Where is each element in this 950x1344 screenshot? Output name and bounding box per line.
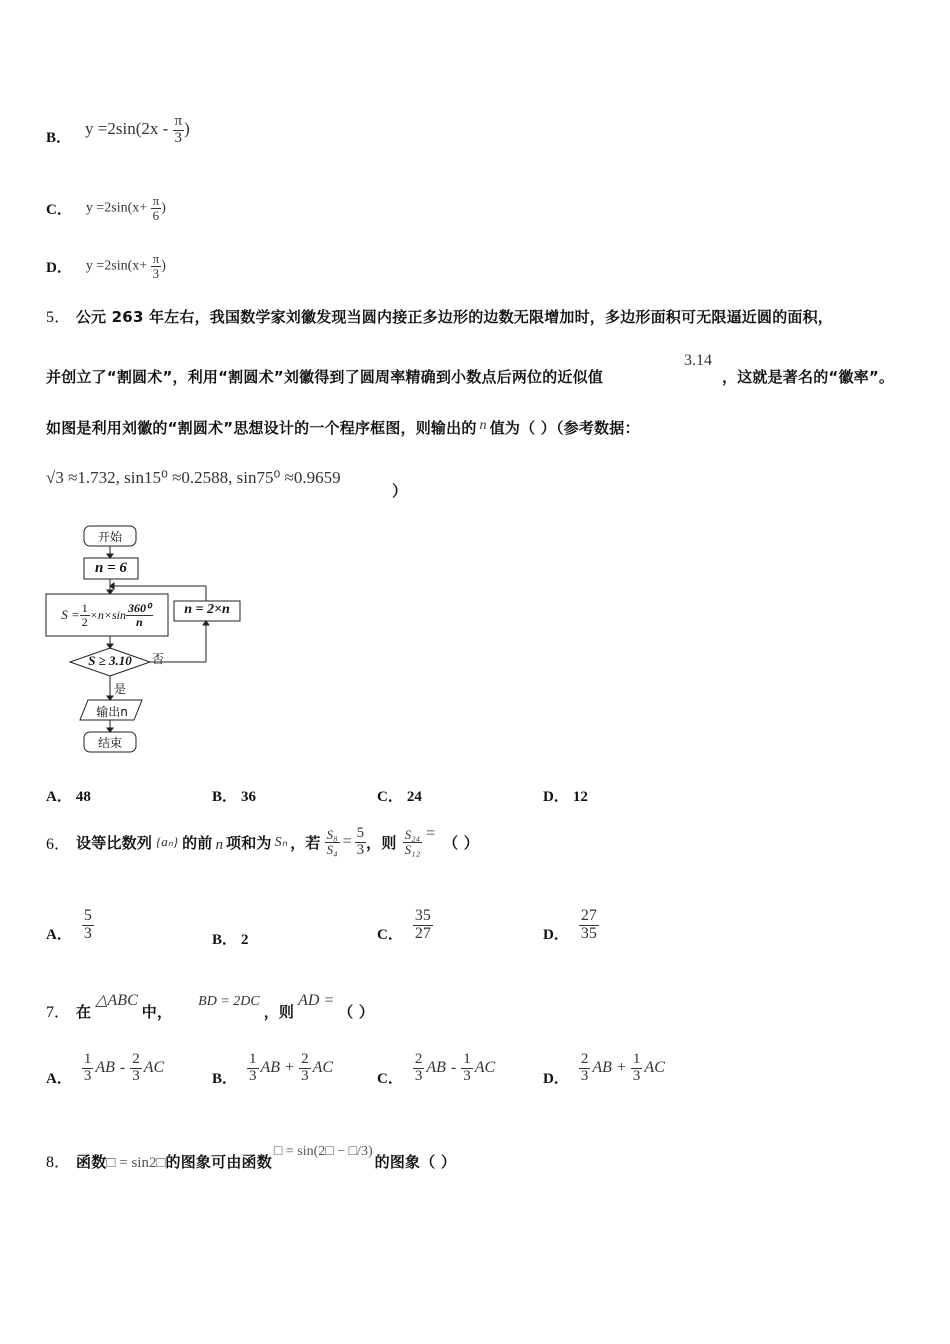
- q6-option-a: [46, 900, 94, 950]
- numerator: 27: [580, 906, 597, 924]
- vector-ac: AC: [474, 1059, 496, 1076]
- option-label: B．: [46, 129, 72, 146]
- flowchart-lines: [40, 520, 260, 760]
- formula: [86, 194, 166, 222]
- q5-option-b: [212, 785, 256, 806]
- triangle-abc: △ABC: [95, 992, 138, 1009]
- option-fraction: [579, 908, 599, 943]
- reference-data: √3 ≈1.732, sin15⁰ ≈0.2588, sin75⁰ ≈0.9659: [46, 468, 341, 487]
- equals-sign: =: [342, 833, 352, 850]
- formula-suffix: ): [184, 118, 190, 138]
- numerator: π: [152, 192, 160, 208]
- formula-prefix: y =2sin(2x -: [85, 118, 169, 138]
- operator: -: [450, 1059, 457, 1076]
- formula-suffix: ): [161, 258, 166, 274]
- flow-output-text: 输出n: [96, 705, 128, 719]
- q8-stem: [46, 1136, 456, 1172]
- function-1: □ = sin2□: [106, 1155, 166, 1171]
- ratio-fraction: [325, 828, 340, 856]
- flow-cond-text: S ≥ 3.10: [88, 653, 132, 668]
- option-label: C．: [377, 926, 403, 943]
- flow-formula: [46, 594, 168, 636]
- coef-2: [130, 1052, 142, 1085]
- denominator: 3: [249, 1067, 257, 1084]
- flowchart: [40, 520, 260, 760]
- q5-option-a: [46, 785, 91, 806]
- question-text: 的图象可由函数: [165, 1153, 272, 1171]
- numerator: 1: [463, 1050, 471, 1067]
- option-value: 12: [572, 789, 588, 805]
- option-label: C．: [377, 789, 403, 805]
- pi-approx: 3.14: [684, 352, 712, 369]
- operator: +: [616, 1059, 626, 1076]
- option-label: D．: [543, 789, 569, 805]
- answer-blank: （ ）: [338, 1003, 375, 1021]
- q7-option-c: [377, 1044, 495, 1092]
- denominator: 3: [83, 1067, 92, 1084]
- denominator: 3: [414, 1067, 423, 1084]
- denominator: 3: [132, 1067, 140, 1084]
- question-text: 公元 263 年左右，我国数学家刘徽发现当圆内接正多边形的边数无限增加时，多边形面积可无限逼近圆的面积，: [75, 308, 834, 326]
- numerator: 1: [81, 600, 88, 615]
- numerator: 2: [132, 1050, 140, 1067]
- coef-1: [413, 1052, 425, 1085]
- option-fraction: [82, 908, 94, 943]
- numerator: 360⁰: [127, 600, 151, 615]
- question-number: 7．: [46, 1004, 71, 1021]
- q6-stem: [46, 816, 479, 868]
- q6-option-d: [543, 900, 599, 950]
- option-label: B．: [212, 932, 238, 948]
- numerator: π: [152, 250, 160, 266]
- numerator: 2: [414, 1050, 423, 1067]
- q7-option-d: [543, 1044, 665, 1092]
- question-text: ，则: [263, 1003, 295, 1021]
- numerator: 1: [632, 1050, 641, 1067]
- function-2: □ = sin(2□ − □/3): [273, 1144, 373, 1159]
- operator: +: [285, 1059, 295, 1076]
- denominator: 3: [356, 841, 365, 858]
- flow-end-text: 结束: [97, 736, 122, 750]
- vector-ac: AC: [312, 1059, 334, 1076]
- numerator: 35: [414, 906, 431, 924]
- q4-option-c: [46, 188, 166, 228]
- coef-1: [579, 1052, 591, 1085]
- option-label: A．: [46, 1070, 72, 1087]
- question-text: 项和为: [226, 833, 272, 852]
- formula: [85, 114, 190, 147]
- numerator: 2: [301, 1050, 309, 1067]
- coef-1: [82, 1052, 94, 1085]
- formula-suffix: ): [161, 200, 166, 216]
- q5-line2: [46, 366, 603, 387]
- flow-init-text: n = 6: [95, 560, 127, 576]
- option-value: 24: [406, 789, 422, 805]
- q5-line2-end: ，这就是著名的“徽率”。: [722, 368, 895, 386]
- question-text: 并创立了“割圆术”，利用“割圆术”刘徽得到了圆周率精确到小数点后两位的近似值: [46, 368, 604, 386]
- reference-close: ）: [392, 482, 408, 500]
- denominator: 6: [152, 207, 160, 223]
- numerator: 1: [249, 1050, 257, 1067]
- denominator: S₁₂: [404, 841, 421, 857]
- variable-n: n: [479, 418, 487, 433]
- formula: [86, 252, 166, 280]
- operator: -: [119, 1059, 126, 1076]
- question-text: 值为（ ）（参考数据：: [489, 419, 640, 437]
- equals-sign: =: [426, 825, 436, 842]
- coef-2: [299, 1052, 311, 1085]
- ask-ad: AD =: [298, 992, 335, 1009]
- question-text: 函数: [76, 1153, 107, 1171]
- option-label: B．: [212, 1070, 238, 1087]
- q4-option-b: [46, 108, 190, 152]
- q5-option-c: [377, 785, 422, 806]
- numerator: 5: [356, 824, 365, 841]
- ask-fraction: [403, 828, 423, 856]
- flow-update-text: n = 2×n: [184, 602, 230, 617]
- option-label: D．: [543, 926, 569, 943]
- numerator: 1: [83, 1050, 92, 1067]
- flow-no-label: 否: [152, 652, 165, 666]
- option-label: D．: [543, 1070, 569, 1087]
- question-number: 8．: [46, 1154, 71, 1171]
- option-label: C．: [377, 1070, 403, 1087]
- denominator: n: [136, 614, 143, 629]
- denominator: 3: [83, 924, 92, 942]
- formula-prefix: y =2sin(x+: [85, 200, 148, 216]
- sum-sn: Sₙ: [274, 834, 288, 850]
- question-text: ，若: [290, 833, 321, 852]
- option-fraction: [413, 908, 433, 943]
- option-label: A．: [46, 926, 72, 943]
- numerator: π: [174, 112, 183, 129]
- q4-option-d: [46, 246, 166, 286]
- fraction-angle: [126, 602, 153, 628]
- question-text: 的前: [182, 833, 213, 852]
- option-label: D．: [46, 259, 72, 276]
- variable-n: n: [215, 836, 224, 853]
- option-value: 48: [75, 789, 91, 805]
- numerator: S₂₄: [404, 826, 421, 842]
- q7-option-b: [212, 1044, 333, 1092]
- question-text: ，则: [366, 833, 397, 852]
- q6-option-c: [377, 900, 433, 950]
- option-label: C．: [46, 201, 72, 218]
- flow-start-text: 开始: [97, 530, 122, 544]
- fraction: [173, 114, 185, 147]
- question-text: 在: [76, 1003, 92, 1021]
- answer-blank: （ ）: [443, 833, 479, 852]
- q5-line3: [46, 417, 640, 438]
- denominator: 3: [174, 129, 183, 146]
- question-text: 设等比数列: [76, 833, 153, 852]
- vector-ac: AC: [644, 1059, 665, 1076]
- q5-line1: [46, 304, 833, 327]
- vector-ab: AB: [426, 1059, 446, 1076]
- option-value: 2: [241, 932, 249, 948]
- denominator: 3: [301, 1067, 309, 1084]
- q6-option-b: [212, 928, 249, 949]
- coef-2: [631, 1052, 643, 1085]
- value-fraction: [355, 826, 367, 859]
- option-value: 36: [241, 789, 257, 805]
- question-text: 的图象（ ）: [374, 1153, 457, 1171]
- q5-option-d: [543, 785, 588, 806]
- formula-s: S =: [61, 607, 80, 622]
- coef-2: [461, 1052, 473, 1085]
- formula-mid: ×n×sin: [89, 607, 126, 622]
- denominator: 3: [463, 1067, 471, 1084]
- denominator: 35: [580, 924, 597, 942]
- fraction: [151, 252, 162, 280]
- question-text: 如图是利用刘徽的“割圆术”思想设计的一个程序框图，则输出的: [46, 419, 477, 437]
- denominator: 27: [414, 924, 431, 942]
- q7-stem: [46, 986, 374, 1022]
- sequence-an: {aₙ}: [156, 834, 179, 849]
- denominator: S₄: [326, 841, 338, 857]
- numerator: 5: [83, 906, 92, 924]
- option-label: B．: [212, 789, 238, 805]
- denominator: 2: [81, 614, 88, 629]
- question-number: 6．: [46, 835, 71, 853]
- vector-ab: AB: [95, 1059, 115, 1076]
- denominator: 3: [632, 1067, 641, 1084]
- formula-prefix: y =2sin(x+: [85, 258, 148, 274]
- q7-option-a: [46, 1044, 164, 1092]
- flow-yes-label: 是: [114, 682, 127, 696]
- condition: BD = 2DC: [198, 994, 260, 1009]
- option-label: A．: [46, 789, 72, 805]
- denominator: 3: [152, 265, 160, 281]
- numerator: S₈: [326, 826, 338, 842]
- vector-ac: AC: [143, 1059, 165, 1076]
- question-text: 中，: [141, 1003, 173, 1021]
- numerator: 2: [580, 1050, 589, 1067]
- denominator: 3: [580, 1067, 589, 1084]
- question-number: 5．: [46, 309, 71, 326]
- vector-ab: AB: [592, 1059, 612, 1076]
- coef-1: [247, 1052, 259, 1085]
- fraction-half: [80, 602, 90, 628]
- vector-ab: AB: [260, 1059, 281, 1076]
- fraction: [151, 194, 162, 222]
